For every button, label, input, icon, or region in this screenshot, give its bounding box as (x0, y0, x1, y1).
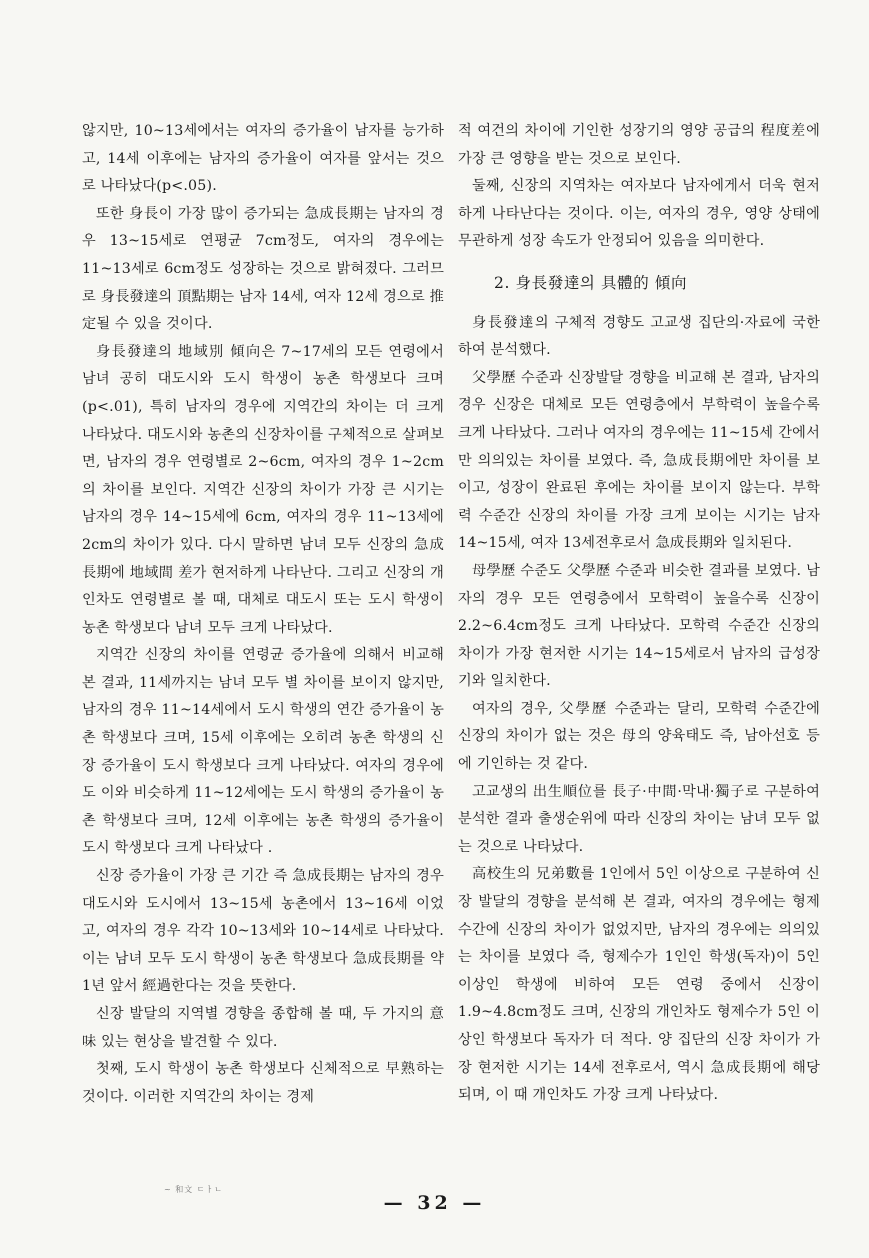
paragraph: 父學歷 수준과 신장발달 경향을 비교해 본 결과, 남자의 경우 신장은 대체로 모든 연령층에서 부학력이 높을수록 크게 나타났다. 그러나 여자의 경우에는 11~15세 간에서만 의의있는 차이를 보였다. 즉, 急成長期에만 차이를 보이고, 성장이 완료된 후에는 차이를 보이지 않는다. 부학력 수준간 신장의 차이를 가장 크게 보이는 시기는 남자 14~15세, 여자 13세전후로서 急成長期와 일치된다. (458, 369, 820, 552)
paragraph: 母學歷 수준도 父學歷 수준과 비슷한 결과를 보였다. 남자의 경우 모든 연령층에서 모학력이 높을수록 신장이 2.2~6.4cm정도 크게 나타났다. 모학력 수준간 신장의 차이가 가장 현저한 시기는 14~15세로서 남자의 급성장기와 일치한다. (458, 562, 820, 690)
right-column (458, 118, 820, 1110)
paragraph: 高校生의 兄弟數를 1인에서 5인 이상으로 구분하여 신장 발달의 경향을 분석해 본 결과, 여자의 경우에는 형제수간에 신장의 차이가 없었지만, 남자의 경우에는 의의있는 차이를 보였다 즉, 형제수가 1인인 학생(독자)이 5인 이상인 학생에 비하여 모든 연령 중에서 신장이 1.9~4.8cm정도 크며, 신장의 개인차도 형제수가 5인 이상인 학생보다 독자가 더 적다. 양 집단의 신장 차이가 가장 현저한 시기는 14세 전후로서, 역시 急成長期에 해당되며, 이 때 개인차도 가장 크게 나타났다. (458, 866, 820, 1104)
paragraph: 지역간 신장의 차이를 연령균 증가율에 의해서 비교해 본 결과, 11세까지는 남녀 모두 별 차이를 보이지 않지만, 남자의 경우 11~14세에서 도시 학생의 연간 증가율이 농촌 학생보다 크며, 15세 이후에는 오히려 농촌 학생의 신장 증가율이 도시 학생보다 크게 나타났다. 여자의 경우에도 이와 비슷하게 11~12세에는 도시 학생의 증가율이 농촌 학생보다 크며, 12세 이후에는 농촌 학생의 증가율이 도시 학생보다 크게 나타났다 . (82, 647, 444, 857)
paragraph: 첫째, 도시 학생이 농촌 학생보다 신체적으로 早熟하는 것이다. 이러한 지역간의 차이는 경제 (82, 1061, 444, 1105)
left-column (82, 118, 444, 1111)
paragraph: 적 여건의 차이에 기인한 성장기의 영양 공급의 程度差에 가장 큰 영향을 받는 것으로 보인다. (458, 123, 820, 167)
paragraph: 또한 身長이 가장 많이 증가되는 急成長期는 남자의 경우 13~15세로 연평균 7cm정도, 여자의 경우에는 11~13세로 6cm정도 성장하는 것으로 밝혀졌다. 그러므로 身長發達의 頂點期는 남자 14세, 여자 12세 경으로 推定될 수 있을 것이다. (82, 205, 444, 333)
paragraph: 여자의 경우, 父學歷 수준과는 달리, 모학력 수준간에 신장의 차이가 없는 것은 母의 양육태도 즉, 남아선호 등에 기인하는 것 같다. (458, 700, 820, 773)
paragraph: 身長發達의 地域別 傾向은 7~17세의 모든 연령에서 남녀 공히 대도시와 도시 학생이 농촌 학생보다 크며(p<.01), 특히 남자의 경우에 지역간의 차이는 더 크게 나타났다. 대도시와 농촌의 신장차이를 구체적으로 살펴보면, 남자의 경우 연령별로 2~6cm, 여자의 경우 1~2cm의 차이를 보인다. 지역간 신장의 차이가 가장 큰 시기는 남자의 경우 14~15세에 6cm, 여자의 경우 11~13세에 2cm의 차이가 있다. 다시 말하면 남녀 모두 신장의 急成長期에 地域間 差가 현저하게 나타난다. 그리고 신장의 개인차도 연령별로 볼 때, 대체로 대도시 또는 도시 학생이 농촌 학생보다 남녀 모두 크게 나타났다. (82, 343, 444, 636)
paragraph: 신장 발달의 지역별 경향을 종합해 볼 때, 두 가지의 意味 있는 현상을 발견할 수 있다. (82, 1006, 444, 1050)
paragraph: 않지만, 10~13세에서는 여자의 증가율이 남자를 능가하고, 14세 이후에는 남자의 증가율이 여자를 앞서는 것으로 나타났다(p<.05). (82, 123, 444, 195)
paragraph: 둘째, 신장의 지역차는 여자보다 남자에게서 더욱 현저하게 나타난다는 것이다. 이는, 여자의 경우, 영양 상태에 무관하게 성장 속도가 안정되어 있음을 의미한다. (458, 178, 820, 250)
footer-note: ~ 和文 ㄷㅏㄴ (164, 1185, 223, 1194)
section-heading: 2. 身長發達의 具體的 傾向 (494, 273, 688, 292)
paragraph: 고교생의 出生順位를 長子·中間·막내·獨子로 구분하여 분석한 결과 출생순위에 따라 신장의 차이는 남녀 모두 없는 것으로 나타났다. (458, 783, 820, 855)
paragraph: 身長發達의 구체적 경향도 고교생 집단의·자료에 국한하여 분석했다. (458, 314, 820, 359)
paragraph: 신장 증가율이 가장 큰 기간 즉 急成長期는 남자의 경우 대도시와 도시에서 13~15세 농촌에서 13~16세 이었고, 여자의 경우 각각 10~13세와 10~14세로 나타났다. 이는 남녀 모두 도시 학생이 농촌 학생보다 急成長期를 약 1년 앞서 經過한다는 것을 뜻한다. (82, 868, 444, 995)
page-number: — 32 — (383, 1192, 486, 1214)
